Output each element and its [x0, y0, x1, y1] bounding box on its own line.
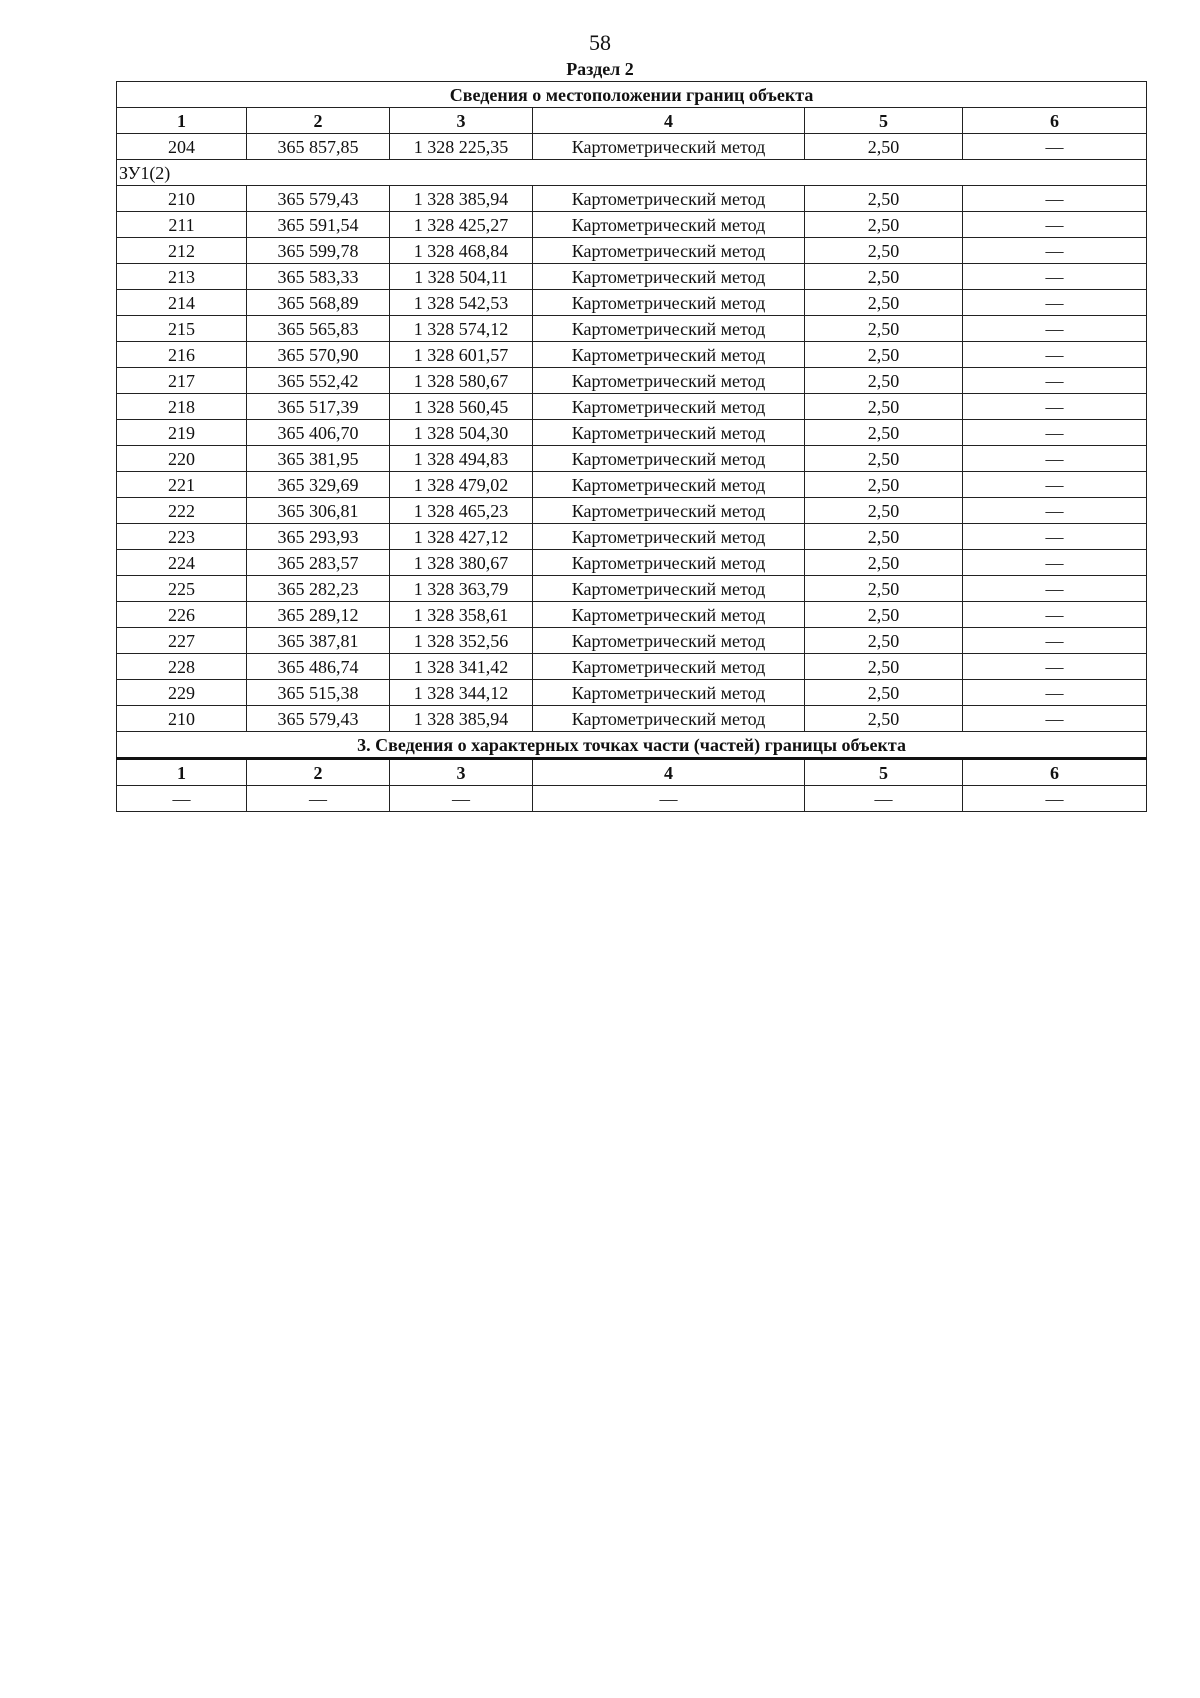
table-row [117, 446, 1147, 472]
method-cell: Картометрический метод [533, 446, 805, 472]
x-coordinate-cell: 365 570,90 [247, 342, 390, 368]
accuracy-cell: 2,50 [805, 420, 963, 446]
table-row [117, 524, 1147, 550]
accuracy-cell: 2,50 [805, 576, 963, 602]
column-number: 4 [533, 759, 805, 786]
empty-cell: — [247, 786, 390, 812]
x-coordinate-cell: 365 515,38 [247, 680, 390, 706]
table-body [117, 82, 1147, 812]
table-row [117, 316, 1147, 342]
point-number-cell: 210 [117, 706, 247, 732]
y-coordinate-cell: 1 328 358,61 [390, 602, 533, 628]
table-row [117, 212, 1147, 238]
method-cell: Картометрический метод [533, 290, 805, 316]
method-cell: Картометрический метод [533, 576, 805, 602]
method-cell: Картометрический метод [533, 654, 805, 680]
x-coordinate-cell: 365 381,95 [247, 446, 390, 472]
description-cell: — [963, 550, 1147, 576]
column-number: 3 [390, 108, 533, 134]
part-title-row [117, 732, 1147, 759]
description-cell: — [963, 238, 1147, 264]
y-coordinate-cell: 1 328 225,35 [390, 134, 533, 160]
table-row [117, 394, 1147, 420]
part-row [117, 786, 1147, 812]
table-row [117, 498, 1147, 524]
column-number: 2 [247, 108, 390, 134]
x-coordinate-cell: 365 591,54 [247, 212, 390, 238]
accuracy-cell: 2,50 [805, 680, 963, 706]
column-number: 6 [963, 759, 1147, 786]
method-cell: Картометрический метод [533, 498, 805, 524]
y-coordinate-cell: 1 328 425,27 [390, 212, 533, 238]
x-coordinate-cell: 365 283,57 [247, 550, 390, 576]
point-number-cell: 221 [117, 472, 247, 498]
group-label: ЗУ1(2) [117, 160, 1147, 186]
x-coordinate-cell: 365 517,39 [247, 394, 390, 420]
y-coordinate-cell: 1 328 574,12 [390, 316, 533, 342]
method-cell: Картометрический метод [533, 238, 805, 264]
point-number-cell: 220 [117, 446, 247, 472]
x-coordinate-cell: 365 289,12 [247, 602, 390, 628]
table-row [117, 264, 1147, 290]
x-coordinate-cell: 365 579,43 [247, 706, 390, 732]
accuracy-cell: 2,50 [805, 498, 963, 524]
method-cell: Картометрический метод [533, 472, 805, 498]
part-column-number-row [117, 759, 1147, 786]
method-cell: Картометрический метод [533, 706, 805, 732]
x-coordinate-cell: 365 406,70 [247, 420, 390, 446]
accuracy-cell: 2,50 [805, 212, 963, 238]
x-coordinate-cell: 365 857,85 [247, 134, 390, 160]
accuracy-cell: 2,50 [805, 394, 963, 420]
point-number-cell: 213 [117, 264, 247, 290]
point-number-cell: 227 [117, 628, 247, 654]
column-number: 6 [963, 108, 1147, 134]
column-number: 1 [117, 108, 247, 134]
accuracy-cell: 2,50 [805, 134, 963, 160]
y-coordinate-cell: 1 328 465,23 [390, 498, 533, 524]
empty-cell: — [533, 786, 805, 812]
accuracy-cell: 2,50 [805, 316, 963, 342]
y-coordinate-cell: 1 328 479,02 [390, 472, 533, 498]
description-cell: — [963, 264, 1147, 290]
accuracy-cell: 2,50 [805, 524, 963, 550]
column-number-row [117, 108, 1147, 134]
column-number: 5 [805, 759, 963, 786]
accuracy-cell: 2,50 [805, 654, 963, 680]
x-coordinate-cell: 365 552,42 [247, 368, 390, 394]
x-coordinate-cell: 365 486,74 [247, 654, 390, 680]
description-cell: — [963, 498, 1147, 524]
description-cell: — [963, 212, 1147, 238]
y-coordinate-cell: 1 328 504,11 [390, 264, 533, 290]
point-number-cell: 222 [117, 498, 247, 524]
accuracy-cell: 2,50 [805, 290, 963, 316]
method-cell: Картометрический метод [533, 628, 805, 654]
description-cell: — [963, 420, 1147, 446]
method-cell: Картометрический метод [533, 134, 805, 160]
y-coordinate-cell: 1 328 380,67 [390, 550, 533, 576]
y-coordinate-cell: 1 328 352,56 [390, 628, 533, 654]
table-row [117, 654, 1147, 680]
point-number-cell: 214 [117, 290, 247, 316]
table-row [117, 368, 1147, 394]
x-coordinate-cell: 365 583,33 [247, 264, 390, 290]
y-coordinate-cell: 1 328 542,53 [390, 290, 533, 316]
accuracy-cell: 2,50 [805, 602, 963, 628]
y-coordinate-cell: 1 328 601,57 [390, 342, 533, 368]
description-cell: — [963, 602, 1147, 628]
table-row [117, 576, 1147, 602]
y-coordinate-cell: 1 328 504,30 [390, 420, 533, 446]
y-coordinate-cell: 1 328 468,84 [390, 238, 533, 264]
table-row [117, 238, 1147, 264]
point-number-cell: 219 [117, 420, 247, 446]
description-cell: — [963, 290, 1147, 316]
column-number: 5 [805, 108, 963, 134]
point-number-cell: 212 [117, 238, 247, 264]
point-number-cell: 217 [117, 368, 247, 394]
x-coordinate-cell: 365 599,78 [247, 238, 390, 264]
method-cell: Картометрический метод [533, 264, 805, 290]
column-number: 4 [533, 108, 805, 134]
part-title: 3. Сведения о характерных точках части (частей) границы объекта [117, 732, 1147, 759]
accuracy-cell: 2,50 [805, 550, 963, 576]
point-number-cell: 226 [117, 602, 247, 628]
method-cell: Картометрический метод [533, 680, 805, 706]
point-number-cell: 229 [117, 680, 247, 706]
method-cell: Картометрический метод [533, 186, 805, 212]
point-number-cell: 228 [117, 654, 247, 680]
method-cell: Картометрический метод [533, 316, 805, 342]
table-row [117, 472, 1147, 498]
empty-cell: — [805, 786, 963, 812]
table-row [117, 290, 1147, 316]
description-cell: — [963, 446, 1147, 472]
point-number-cell: 224 [117, 550, 247, 576]
page-number: 58 [589, 30, 611, 55]
method-cell: Картометрический метод [533, 420, 805, 446]
point-number-cell: 204 [117, 134, 247, 160]
description-cell: — [963, 394, 1147, 420]
accuracy-cell: 2,50 [805, 186, 963, 212]
boundary-coordinates-table [116, 81, 1147, 812]
method-cell: Картометрический метод [533, 212, 805, 238]
method-cell: Картометрический метод [533, 550, 805, 576]
table-row [117, 186, 1147, 212]
empty-cell: — [963, 786, 1147, 812]
y-coordinate-cell: 1 328 363,79 [390, 576, 533, 602]
column-number: 1 [117, 759, 247, 786]
method-cell: Картометрический метод [533, 602, 805, 628]
x-coordinate-cell: 365 282,23 [247, 576, 390, 602]
x-coordinate-cell: 365 306,81 [247, 498, 390, 524]
table-title: Сведения о местоположении границ объекта [117, 82, 1147, 108]
y-coordinate-cell: 1 328 560,45 [390, 394, 533, 420]
table-title-row [117, 82, 1147, 108]
accuracy-cell: 2,50 [805, 446, 963, 472]
point-number-cell: 225 [117, 576, 247, 602]
table-row [117, 342, 1147, 368]
empty-cell: — [390, 786, 533, 812]
empty-cell: — [117, 786, 247, 812]
y-coordinate-cell: 1 328 344,12 [390, 680, 533, 706]
table-row [117, 706, 1147, 732]
x-coordinate-cell: 365 568,89 [247, 290, 390, 316]
column-number: 3 [390, 759, 533, 786]
column-number: 2 [247, 759, 390, 786]
point-number-cell: 218 [117, 394, 247, 420]
description-cell: — [963, 472, 1147, 498]
point-number-cell: 215 [117, 316, 247, 342]
method-cell: Картометрический метод [533, 394, 805, 420]
description-cell: — [963, 680, 1147, 706]
x-coordinate-cell: 365 565,83 [247, 316, 390, 342]
accuracy-cell: 2,50 [805, 238, 963, 264]
accuracy-cell: 2,50 [805, 706, 963, 732]
y-coordinate-cell: 1 328 580,67 [390, 368, 533, 394]
accuracy-cell: 2,50 [805, 342, 963, 368]
description-cell: — [963, 368, 1147, 394]
accuracy-cell: 2,50 [805, 264, 963, 290]
table-row [117, 628, 1147, 654]
accuracy-cell: 2,50 [805, 628, 963, 654]
group-row [117, 160, 1147, 186]
method-cell: Картометрический метод [533, 368, 805, 394]
y-coordinate-cell: 1 328 385,94 [390, 706, 533, 732]
method-cell: Картометрический метод [533, 524, 805, 550]
table-row [117, 602, 1147, 628]
description-cell: — [963, 576, 1147, 602]
table-row [117, 680, 1147, 706]
description-cell: — [963, 342, 1147, 368]
method-cell: Картометрический метод [533, 342, 805, 368]
table-row [117, 550, 1147, 576]
description-cell: — [963, 524, 1147, 550]
description-cell: — [963, 134, 1147, 160]
section-title: Раздел 2 [566, 59, 634, 79]
description-cell: — [963, 706, 1147, 732]
y-coordinate-cell: 1 328 341,42 [390, 654, 533, 680]
description-cell: — [963, 316, 1147, 342]
y-coordinate-cell: 1 328 427,12 [390, 524, 533, 550]
x-coordinate-cell: 365 579,43 [247, 186, 390, 212]
description-cell: — [963, 628, 1147, 654]
point-number-cell: 223 [117, 524, 247, 550]
accuracy-cell: 2,50 [805, 368, 963, 394]
y-coordinate-cell: 1 328 494,83 [390, 446, 533, 472]
description-cell: — [963, 654, 1147, 680]
point-number-cell: 210 [117, 186, 247, 212]
x-coordinate-cell: 365 387,81 [247, 628, 390, 654]
x-coordinate-cell: 365 293,93 [247, 524, 390, 550]
table-row [117, 420, 1147, 446]
point-number-cell: 211 [117, 212, 247, 238]
x-coordinate-cell: 365 329,69 [247, 472, 390, 498]
accuracy-cell: 2,50 [805, 472, 963, 498]
point-number-cell: 216 [117, 342, 247, 368]
description-cell: — [963, 186, 1147, 212]
y-coordinate-cell: 1 328 385,94 [390, 186, 533, 212]
table-row [117, 134, 1147, 160]
